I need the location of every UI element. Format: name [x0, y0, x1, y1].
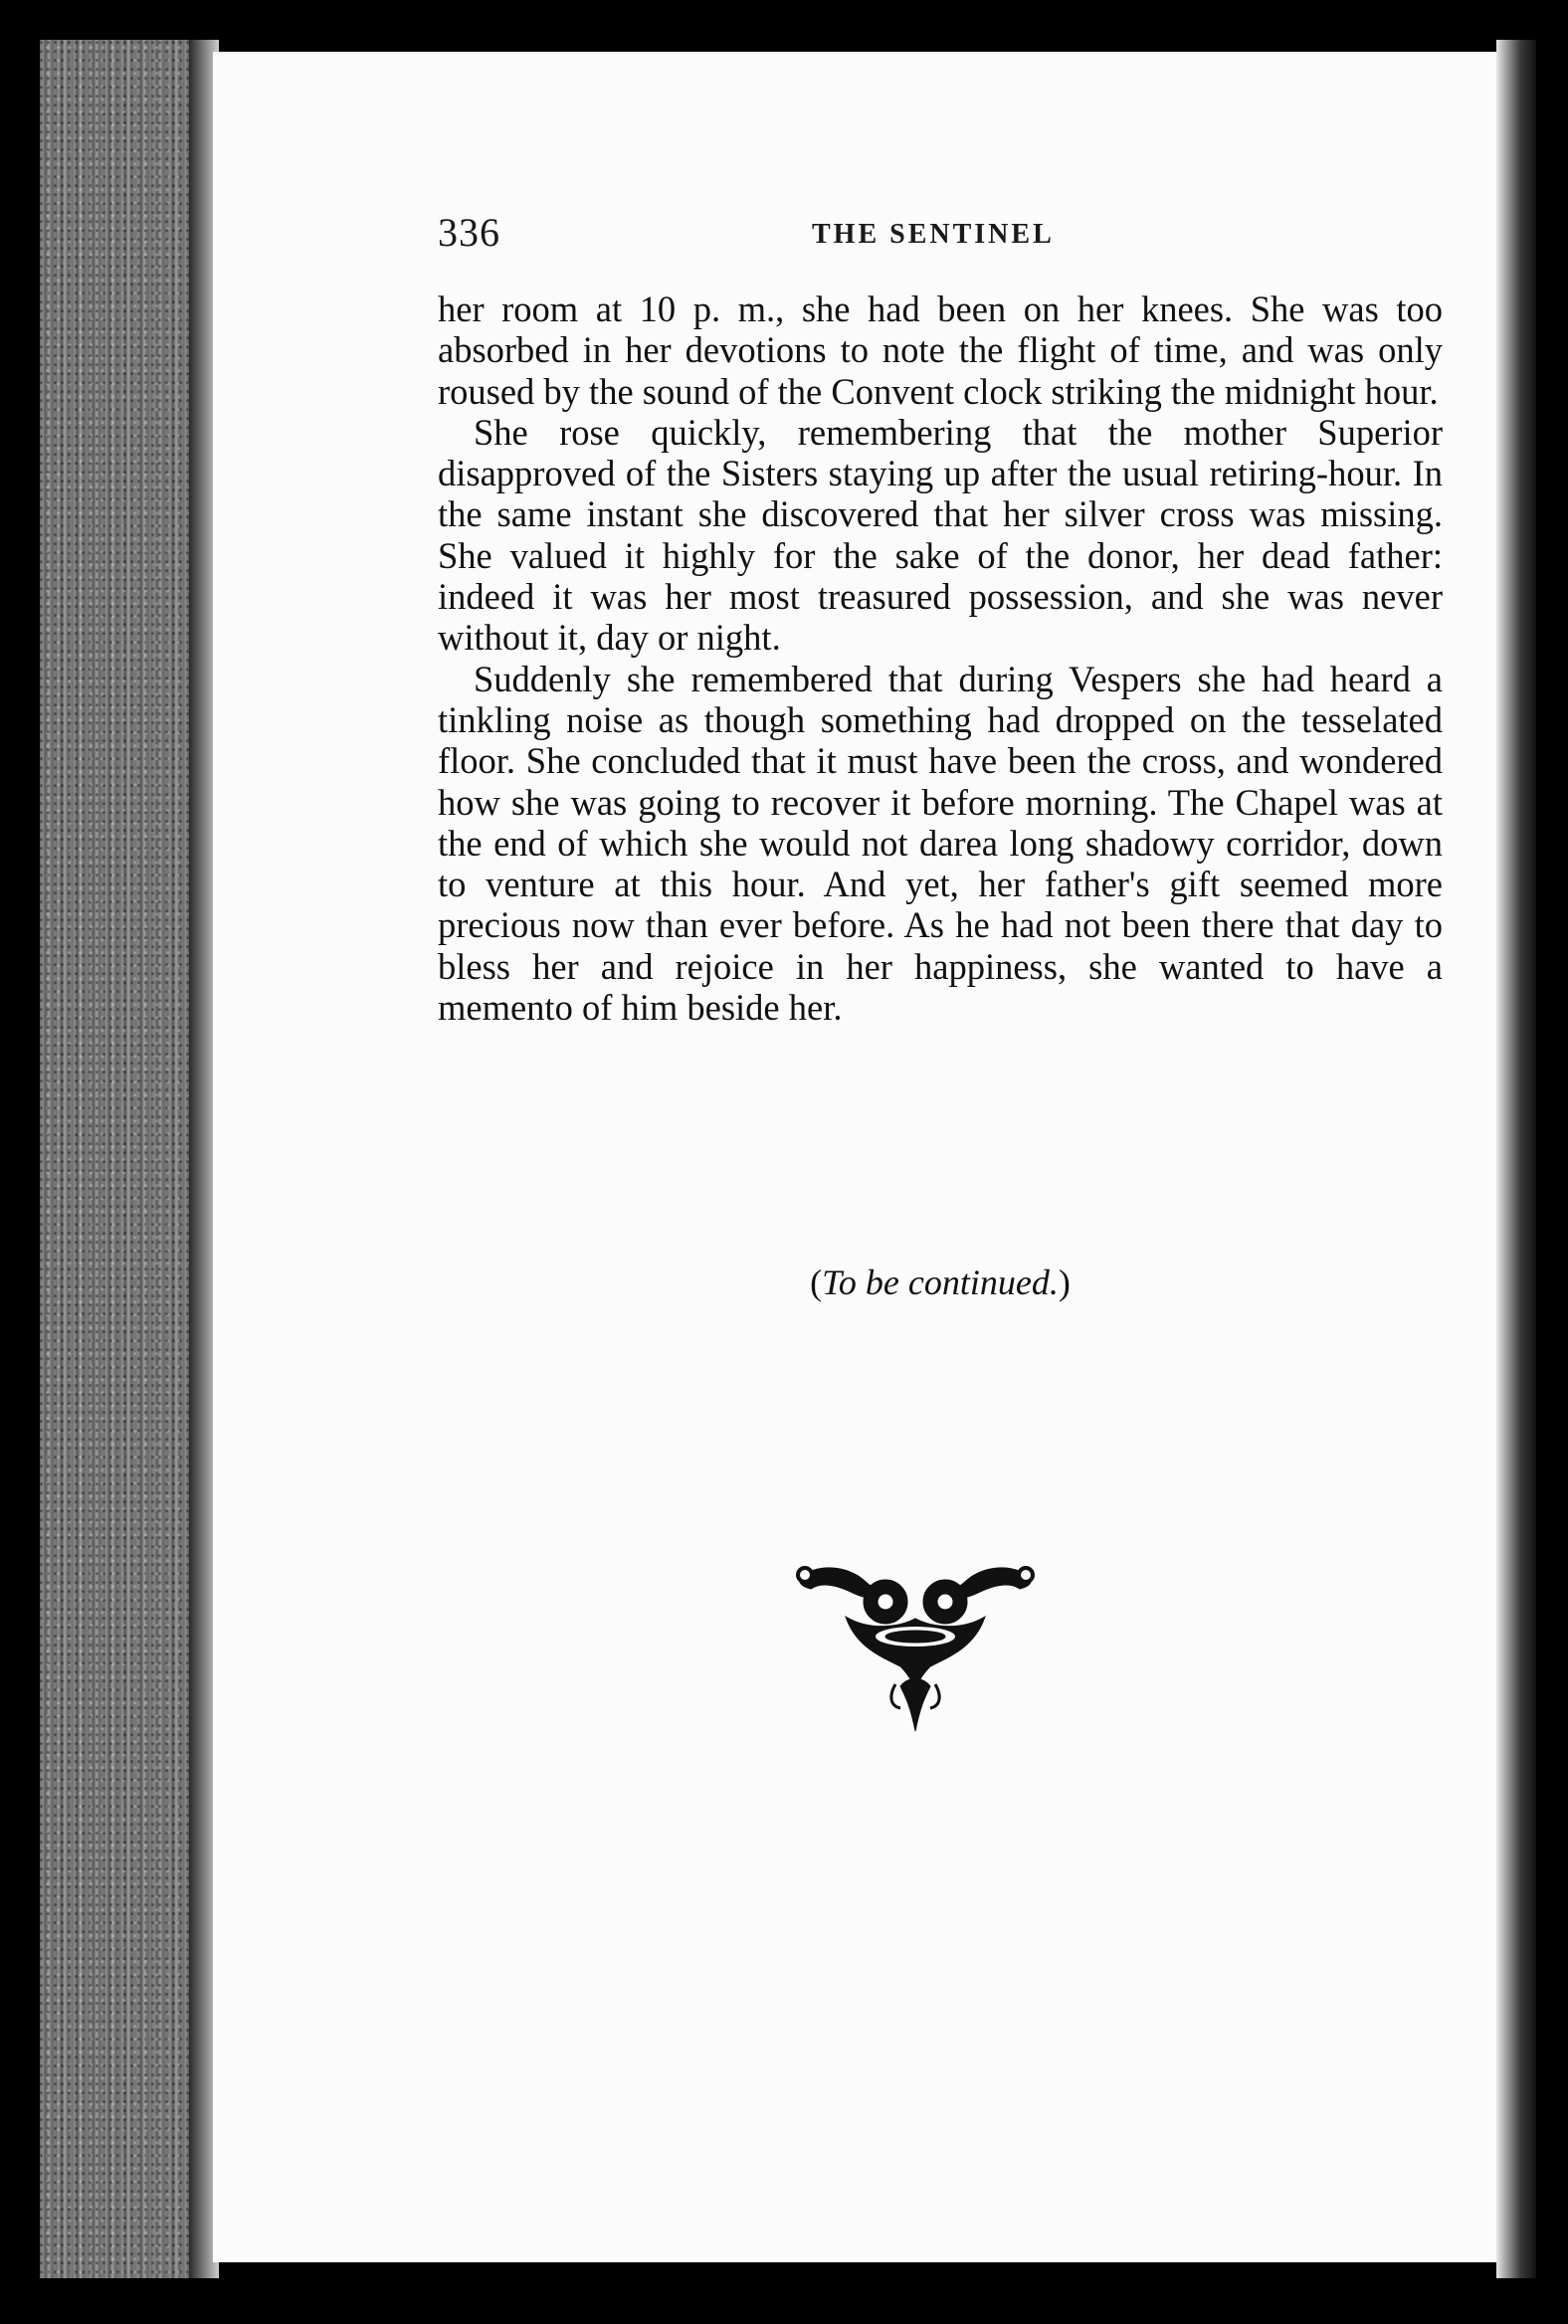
to-be-continued-note [438, 1261, 1443, 1303]
floral-tailpiece-ornament-icon [791, 1557, 1040, 1736]
book-page-edges [40, 40, 209, 2278]
paragraph-3: Suddenly she remembered that during Vespers she had heard a tinkling noise as though something had dropped on the tesselated floor. She concluded that it must have been the cross, and wondered how she was going to recover it before morning. The Chapel was at the end of which she would not darea long shadowy corridor, down to venture at this hour. And yet, her father's gift seemed more precious now than ever before. As he had not been there that day to bless her and rejoice in her happiness, she wanted to have a memento of him beside her. [438, 658, 1443, 1029]
page-header [438, 209, 1443, 269]
body-text [438, 289, 1443, 1028]
page-number: 336 [438, 210, 500, 255]
paragraph-1: her room at 10 p. m., she had been on her knees. She was too absorbed in her devotions to note the flight of time, and was only roused by the sound of the Convent clock striking the midnight hour. [438, 289, 1443, 412]
continued-text: To be continued. [822, 1262, 1059, 1302]
paragraph-2: She rose quickly, remembering that the mother Superior disapproved of the Sisters staying up after the usual retiring-hour. In the same instant she discovered that her silver cross was missing. She valued it highly for the sake of the donor, her dead father: indeed it was her most treasured possession, and she was never without it, day or night. [438, 411, 1443, 659]
running-head: THE SENTINEL [812, 219, 1055, 250]
close-paren: ) [1058, 1262, 1071, 1302]
open-paren: ( [810, 1262, 823, 1302]
right-page-edge [1496, 40, 1536, 2278]
